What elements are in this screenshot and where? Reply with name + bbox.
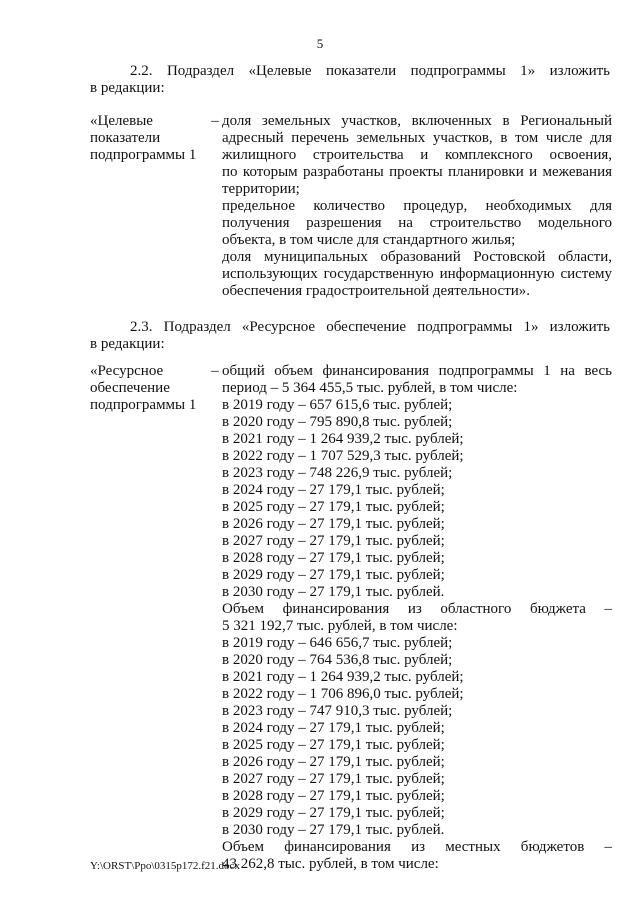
body-line: в 2019 году – 657 615,6 тыс. рублей; (222, 397, 453, 413)
body-line: в 2020 году – 795 890,8 тыс. рублей; (222, 414, 453, 430)
section-dash: – (211, 113, 219, 129)
body-line: в 2021 году – 1 264 939,2 тыс. рублей; (222, 431, 464, 447)
file-path-footer: Y:\ORST\Ppo\0315p172.f21.docx (90, 860, 240, 872)
section-target-indicators (90, 113, 612, 303)
label-line: «Ресурсное (90, 363, 164, 379)
section-resource-provision-body (222, 363, 612, 873)
body-line: в 2028 году – 27 179,1 тыс. рублей; (222, 550, 445, 566)
label-line: подпрограммы 1 (90, 147, 197, 163)
body-line: в 2022 году – 1 707 529,3 тыс. рублей; (222, 448, 464, 464)
body-line: в 2029 году – 27 179,1 тыс. рублей; (222, 567, 445, 583)
body-line: в 2028 году – 27 179,1 тыс. рублей; (222, 788, 445, 804)
body-line: в 2019 году – 646 656,7 тыс. рублей; (222, 635, 453, 651)
body-line: использующих государственную информационную систему (222, 266, 612, 282)
section-resource-provision-label (90, 363, 208, 414)
paragraph-2-3-line-1: 2.3. Подраздел «Ресурсное обеспечение подпрограммы 1» изложить (130, 319, 610, 335)
body-line: в 2023 году – 747 910,3 тыс. рублей; (222, 703, 453, 719)
body-line: в 2023 году – 748 226,9 тыс. рублей; (222, 465, 453, 481)
label-line: подпрограммы 1 (90, 397, 197, 413)
body-line: в 2026 году – 27 179,1 тыс. рублей; (222, 754, 445, 770)
body-line: по которым разработаны проекты планировки и межевания (222, 164, 612, 180)
label-line: показатели (90, 130, 161, 146)
body-line: в 2020 году – 764 536,8 тыс. рублей; (222, 652, 453, 668)
paragraph-2-2 (90, 63, 610, 97)
body-line: жилищного строительства и комплексного освоения, (222, 147, 612, 163)
body-line: в 2025 году – 27 179,1 тыс. рублей; (222, 499, 445, 515)
body-line: доля земельных участков, включенных в Региональный (222, 113, 612, 129)
body-line: в 2027 году – 27 179,1 тыс. рублей; (222, 533, 445, 549)
section-dash: – (211, 363, 219, 379)
body-line: в 2024 году – 27 179,1 тыс. рублей; (222, 482, 445, 498)
body-line: предельное количество процедур, необходимых для (222, 198, 612, 214)
body-line: в 2022 году – 1 706 896,0 тыс. рублей; (222, 686, 464, 702)
body-line: в 2030 году – 27 179,1 тыс. рублей. (222, 584, 445, 600)
body-line: Объем финансирования из областного бюджета – (222, 601, 612, 617)
label-line: обеспечение (90, 380, 170, 396)
body-line: общий объем финансирования подпрограммы 1 на весь (222, 363, 612, 379)
label-line: «Целевые (90, 113, 153, 129)
body-line: период – 5 364 455,5 тыс. рублей, в том числе: (222, 380, 518, 396)
body-line: в 2024 году – 27 179,1 тыс. рублей; (222, 720, 445, 736)
body-line: в 2021 году – 1 264 939,2 тыс. рублей; (222, 669, 464, 685)
section-target-indicators-label (90, 113, 208, 164)
page-number: 5 (316, 36, 324, 51)
body-line: получения разрешения на строительство модельного (222, 215, 612, 231)
body-line: обеспечения градостроительной деятельности». (222, 283, 531, 299)
body-line: в 2026 году – 27 179,1 тыс. рублей; (222, 516, 445, 532)
body-line: в 2025 году – 27 179,1 тыс. рублей; (222, 737, 445, 753)
paragraph-2-2-line-1: 2.2. Подраздел «Целевые показатели подпрограммы 1» изложить (130, 63, 610, 79)
body-line: Объем финансирования из местных бюджетов – (222, 839, 612, 855)
body-line: адресный перечень земельных участков, в том числе для (222, 130, 612, 146)
body-line: 5 321 192,7 тыс. рублей, в том числе: (222, 618, 458, 634)
section-target-indicators-body (222, 113, 612, 300)
paragraph-2-2-line-2: в редакции: (90, 80, 165, 96)
paragraph-2-3-line-2: в редакции: (90, 336, 165, 352)
body-line: 43 262,8 тыс. рублей, в том числе: (222, 856, 439, 872)
body-line: в 2030 году – 27 179,1 тыс. рублей. (222, 822, 445, 838)
body-line: доля муниципальных образований Ростовской области, (222, 249, 612, 265)
paragraph-2-3 (90, 319, 610, 353)
body-line: территории; (222, 181, 300, 197)
body-line: объекта, в том числе для стандартного жилья; (222, 232, 516, 248)
body-line: в 2027 году – 27 179,1 тыс. рублей; (222, 771, 445, 787)
body-line: в 2029 году – 27 179,1 тыс. рублей; (222, 805, 445, 821)
